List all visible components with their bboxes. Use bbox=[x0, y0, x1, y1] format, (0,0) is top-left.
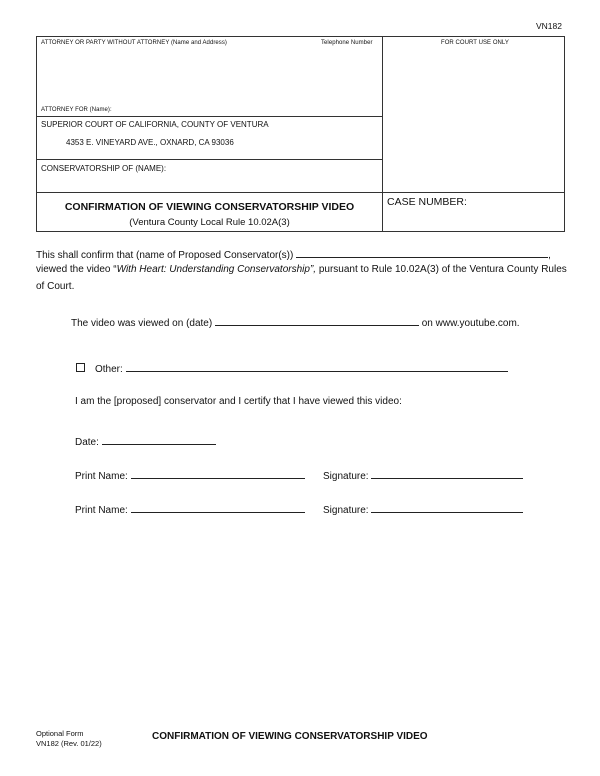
signature-line-1 bbox=[323, 468, 523, 482]
date-label: Date: bbox=[75, 437, 99, 448]
other-checkbox[interactable] bbox=[76, 363, 85, 372]
signature-label-2: Signature: bbox=[323, 505, 369, 516]
footer-title: CONFIRMATION OF VIEWING CONSERVATORSHIP VIDEO bbox=[152, 731, 428, 742]
signature-line-2 bbox=[323, 502, 523, 516]
footer-optional-form: Optional Form bbox=[36, 729, 84, 738]
viewed-on-date-field[interactable] bbox=[215, 315, 419, 326]
video-line-prefix: viewed the video “ bbox=[36, 264, 117, 275]
print-name-field-2[interactable] bbox=[131, 502, 305, 513]
court-use-label: FOR COURT USE ONLY bbox=[441, 40, 509, 46]
print-name-line-1 bbox=[75, 468, 305, 482]
case-number-label: CASE NUMBER: bbox=[387, 196, 467, 208]
confirm-suffix: , bbox=[548, 250, 551, 261]
video-line bbox=[36, 264, 567, 275]
caption-divider bbox=[382, 37, 383, 231]
video-title: With Heart: Understanding Conservatorship”, bbox=[116, 264, 317, 275]
attorney-input-area[interactable] bbox=[41, 49, 376, 105]
viewed-on-suffix: on www.youtube.com. bbox=[421, 318, 520, 329]
signature-label-1: Signature: bbox=[323, 471, 369, 482]
other-label: Other: bbox=[95, 364, 123, 375]
print-name-field-1[interactable] bbox=[131, 468, 305, 479]
caption-box bbox=[36, 36, 565, 232]
viewed-on-label: The video was viewed on (date) bbox=[71, 318, 213, 329]
other-field[interactable] bbox=[126, 361, 508, 372]
confirm-line bbox=[36, 247, 551, 261]
attorney-for-label: ATTORNEY FOR (Name): bbox=[41, 107, 112, 113]
proposed-conservator-name-field[interactable] bbox=[296, 247, 548, 258]
form-title: CONFIRMATION OF VIEWING CONSERVATORSHIP VIDEO bbox=[64, 201, 355, 213]
print-name-line-2 bbox=[75, 502, 305, 516]
attorney-label: ATTORNEY OR PARTY WITHOUT ATTORNEY (Name and Address) bbox=[41, 40, 227, 46]
court-name: SUPERIOR COURT OF CALIFORNIA, COUNTY OF VENTURA bbox=[41, 120, 269, 129]
date-line bbox=[75, 434, 216, 448]
viewed-on-line bbox=[71, 315, 520, 329]
form-number: VN182 bbox=[536, 21, 562, 31]
form-subtitle: (Ventura County Local Rule 10.02A(3) bbox=[129, 217, 290, 228]
conservatorship-label: CONSERVATORSHIP OF (NAME): bbox=[41, 164, 167, 173]
footer-form-rev: VN182 (Rev. 01/22) bbox=[36, 739, 102, 748]
court-use-area bbox=[386, 49, 560, 189]
telephone-label: Telephone Number bbox=[321, 40, 373, 46]
other-line bbox=[95, 361, 508, 375]
signature-field-1[interactable] bbox=[371, 468, 523, 479]
caption-hline-3 bbox=[37, 192, 564, 193]
caption-hline-1 bbox=[37, 116, 382, 117]
caption-hline-2 bbox=[37, 159, 382, 160]
video-line-end: of Court. bbox=[36, 281, 75, 292]
court-address: 4353 E. VINEYARD AVE., OXNARD, CA 93036 bbox=[66, 138, 234, 147]
signature-field-2[interactable] bbox=[371, 502, 523, 513]
certify-text: I am the [proposed] conservator and I certify that I have viewed this video: bbox=[75, 396, 402, 407]
print-name-label-2: Print Name: bbox=[75, 505, 128, 516]
date-field[interactable] bbox=[102, 434, 216, 445]
print-name-label-1: Print Name: bbox=[75, 471, 128, 482]
video-line-suffix: pursuant to Rule 10.02A(3) of the Ventura County Rules bbox=[316, 264, 567, 275]
confirm-prefix: This shall confirm that (name of Proposed Conservator(s)) bbox=[36, 250, 294, 261]
